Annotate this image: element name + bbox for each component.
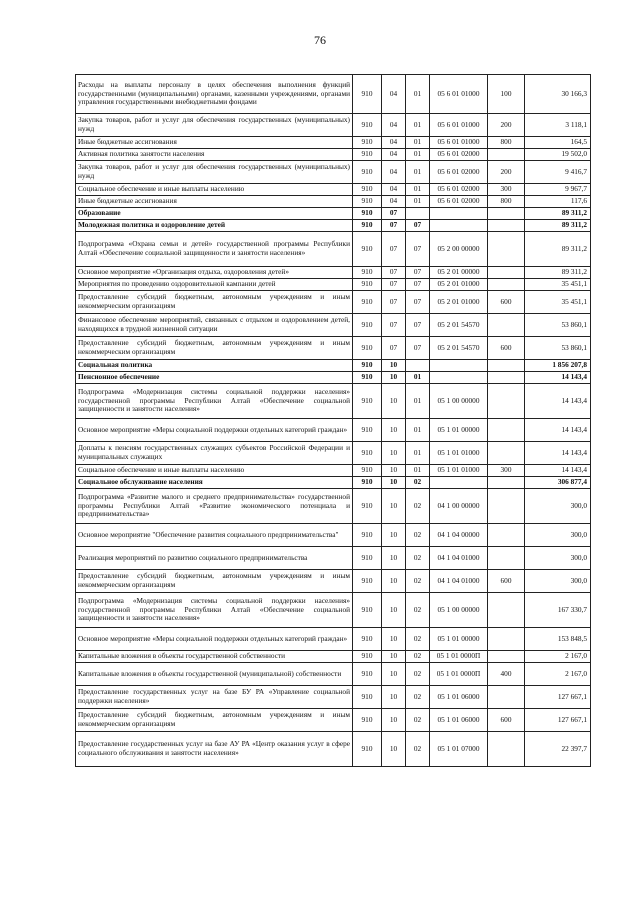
amount-cell: 300,0 [525, 570, 591, 593]
expense-type-cell [488, 372, 525, 384]
amount-cell: 89 311,2 [525, 208, 591, 220]
target-article-cell: 05 6 01 01000 [430, 137, 488, 149]
subsection-code-cell: 02 [406, 489, 430, 524]
section-code-cell: 10 [382, 628, 406, 651]
amount-cell: 14 143,4 [525, 442, 591, 465]
grbs-code-cell: 910 [353, 337, 382, 360]
expense-type-cell [488, 208, 525, 220]
expense-type-cell: 300 [488, 184, 525, 196]
target-article-cell [430, 220, 488, 232]
section-code-cell: 10 [382, 384, 406, 419]
target-article-cell: 05 2 01 01000 [430, 291, 488, 314]
amount-cell: 35 451,1 [525, 279, 591, 291]
target-article-cell: 05 2 00 00000 [430, 232, 488, 267]
row-name-cell: Предоставление государственных услуг на базе БУ РА «Управление социальной поддержки населения» [76, 686, 353, 709]
grbs-code-cell: 910 [353, 232, 382, 267]
target-article-cell: 05 2 01 01000 [430, 279, 488, 291]
expense-type-cell: 200 [488, 114, 525, 137]
subsection-code-cell: 02 [406, 628, 430, 651]
table-row [76, 524, 591, 547]
amount-cell: 19 502,0 [525, 149, 591, 161]
table-row [76, 570, 591, 593]
amount-cell: 153 848,5 [525, 628, 591, 651]
expense-type-cell [488, 279, 525, 291]
grbs-code-cell: 910 [353, 314, 382, 337]
row-name-cell: Капитальные вложения в объекты государственной собственности [76, 651, 353, 663]
amount-cell: 2 167,0 [525, 663, 591, 686]
subsection-code-cell: 07 [406, 337, 430, 360]
row-name-cell: Подпрограмма «Охрана семьи и детей» государственной программы Республики Алтай «Обеспечение социальной защищенности и занятости населения» [76, 232, 353, 267]
row-name-cell: Социальное обслуживание населения [76, 477, 353, 489]
subsection-code-cell: 02 [406, 686, 430, 709]
subsection-code-cell: 02 [406, 547, 430, 570]
row-name-cell: Предоставление субсидий бюджетным, автономным учреждениям и иным некоммерческим организациям [76, 570, 353, 593]
grbs-code-cell: 910 [353, 489, 382, 524]
table-row [76, 419, 591, 442]
row-name-cell: Подпрограмма «Модернизация системы социальной поддержки населения» государственной программы Республики Алтай «Обеспечение социальной защищенности и занятости населения» [76, 593, 353, 628]
table-row [76, 291, 591, 314]
table-row [76, 477, 591, 489]
row-name-cell: Основное мероприятие "Обеспечение развития социального предпринимательства" [76, 524, 353, 547]
section-code-cell: 04 [382, 137, 406, 149]
expense-type-cell: 400 [488, 663, 525, 686]
row-name-cell: Финансовое обеспечение мероприятий, связанных с отдыхом и оздоровлением детей, находящихся в трудной жизненной ситуации [76, 314, 353, 337]
target-article-cell: 04 1 04 01000 [430, 570, 488, 593]
amount-cell: 89 311,2 [525, 232, 591, 267]
expense-type-cell [488, 686, 525, 709]
target-article-cell: 05 6 01 02000 [430, 196, 488, 208]
expense-type-cell [488, 384, 525, 419]
row-name-cell: Социальная политика [76, 360, 353, 372]
target-article-cell: 05 6 01 01000 [430, 75, 488, 114]
amount-cell: 1 856 207,8 [525, 360, 591, 372]
subsection-code-cell: 01 [406, 114, 430, 137]
expense-type-cell: 600 [488, 291, 525, 314]
section-code-cell: 10 [382, 570, 406, 593]
expense-type-cell [488, 232, 525, 267]
grbs-code-cell: 910 [353, 114, 382, 137]
table-row [76, 651, 591, 663]
subsection-code-cell: 01 [406, 419, 430, 442]
section-code-cell: 07 [382, 267, 406, 279]
expense-type-cell [488, 314, 525, 337]
row-name-cell: Основное мероприятие «Меры социальной поддержки отдельных категорий граждан» [76, 628, 353, 651]
target-article-cell: 05 1 01 00000 [430, 419, 488, 442]
grbs-code-cell: 910 [353, 686, 382, 709]
amount-cell: 14 143,4 [525, 465, 591, 477]
section-code-cell: 04 [382, 161, 406, 184]
amount-cell: 300,0 [525, 547, 591, 570]
table-row [76, 384, 591, 419]
section-code-cell: 04 [382, 196, 406, 208]
subsection-code-cell: 01 [406, 465, 430, 477]
section-code-cell: 04 [382, 75, 406, 114]
subsection-code-cell: 02 [406, 570, 430, 593]
row-name-cell: Предоставление субсидий бюджетным, автономным учреждениям и иным некоммерческим организациям [76, 291, 353, 314]
grbs-code-cell: 910 [353, 184, 382, 196]
target-article-cell: 05 1 01 06000 [430, 709, 488, 732]
section-code-cell: 10 [382, 547, 406, 570]
grbs-code-cell: 910 [353, 137, 382, 149]
page-number: 76 [314, 33, 326, 47]
target-article-cell [430, 372, 488, 384]
amount-cell: 9 416,7 [525, 161, 591, 184]
table-row [76, 663, 591, 686]
subsection-code-cell: 01 [406, 75, 430, 114]
grbs-code-cell: 910 [353, 360, 382, 372]
row-name-cell: Закупка товаров, работ и услуг для обеспечения государственных (муниципальных) нужд [76, 161, 353, 184]
subsection-code-cell: 01 [406, 184, 430, 196]
expense-type-cell [488, 547, 525, 570]
target-article-cell: 04 1 04 00000 [430, 524, 488, 547]
target-article-cell: 04 1 00 00000 [430, 489, 488, 524]
table-row [76, 337, 591, 360]
row-name-cell: Предоставление государственных услуг на базе АУ РА «Центр оказания услуг в сфере социального обслуживания и занятости населения» [76, 732, 353, 767]
amount-cell: 53 860,1 [525, 314, 591, 337]
amount-cell: 53 860,1 [525, 337, 591, 360]
row-name-cell: Капитальные вложения в объекты государственной (муниципальной) собственности [76, 663, 353, 686]
row-name-cell: Молодежная политика и оздоровление детей [76, 220, 353, 232]
grbs-code-cell: 910 [353, 372, 382, 384]
table-row [76, 593, 591, 628]
table-row [76, 314, 591, 337]
target-article-cell: 05 1 01 07000 [430, 732, 488, 767]
section-code-cell: 07 [382, 220, 406, 232]
row-name-cell: Основное мероприятие «Организация отдыха, оздоровления детей» [76, 267, 353, 279]
grbs-code-cell: 910 [353, 593, 382, 628]
row-name-cell: Предоставление субсидий бюджетным, автономным учреждениям и иным некоммерческим организациям [76, 337, 353, 360]
table-row [76, 75, 591, 114]
section-code-cell: 10 [382, 524, 406, 547]
section-code-cell: 10 [382, 593, 406, 628]
grbs-code-cell: 910 [353, 75, 382, 114]
row-name-cell: Пенсионное обеспечение [76, 372, 353, 384]
row-name-cell: Активная политика занятости населения [76, 149, 353, 161]
expense-type-cell: 600 [488, 337, 525, 360]
expense-type-cell: 800 [488, 137, 525, 149]
target-article-cell: 05 1 01 0000П [430, 651, 488, 663]
subsection-code-cell: 02 [406, 651, 430, 663]
section-code-cell: 10 [382, 663, 406, 686]
subsection-code-cell: 01 [406, 149, 430, 161]
table-row [76, 232, 591, 267]
subsection-code-cell: 07 [406, 291, 430, 314]
target-article-cell: 05 1 01 06000 [430, 686, 488, 709]
table-row [76, 465, 591, 477]
expense-type-cell [488, 267, 525, 279]
subsection-code-cell: 02 [406, 524, 430, 547]
row-name-cell: Доплаты к пенсиям государственных служащих субъектов Российской Федерации и муниципальных служащих [76, 442, 353, 465]
section-code-cell: 10 [382, 477, 406, 489]
subsection-code-cell: 07 [406, 220, 430, 232]
expense-type-cell: 200 [488, 161, 525, 184]
amount-cell: 89 311,2 [525, 267, 591, 279]
subsection-code-cell: 01 [406, 161, 430, 184]
subsection-code-cell: 01 [406, 442, 430, 465]
row-name-cell: Иные бюджетные ассигнования [76, 137, 353, 149]
table-row [76, 267, 591, 279]
section-code-cell: 10 [382, 709, 406, 732]
row-name-cell: Расходы на выплаты персоналу в целях обеспечения выполнения функций государственными (муниципальными) органами, казенными учреждениями, органами управления государственными внебюджетными фондами [76, 75, 353, 114]
expense-type-cell [488, 220, 525, 232]
section-code-cell: 04 [382, 184, 406, 196]
subsection-code-cell: 01 [406, 196, 430, 208]
grbs-code-cell: 910 [353, 663, 382, 686]
row-name-cell: Закупка товаров, работ и услуг для обеспечения государственных (муниципальных) нужд [76, 114, 353, 137]
target-article-cell: 05 1 01 00000 [430, 628, 488, 651]
section-code-cell: 07 [382, 208, 406, 220]
expense-type-cell [488, 419, 525, 442]
section-code-cell: 10 [382, 442, 406, 465]
amount-cell: 22 397,7 [525, 732, 591, 767]
target-article-cell: 05 1 00 00000 [430, 593, 488, 628]
row-name-cell: Предоставление субсидий бюджетным, автономным учреждениям и иным некоммерческим организациям [76, 709, 353, 732]
row-name-cell: Мероприятия по проведению оздоровительной кампании детей [76, 279, 353, 291]
table-row [76, 161, 591, 184]
section-code-cell: 07 [382, 279, 406, 291]
subsection-code-cell: 07 [406, 279, 430, 291]
amount-cell: 300,0 [525, 489, 591, 524]
row-name-cell: Реализация мероприятий по развитию социального предпринимательства [76, 547, 353, 570]
section-code-cell: 10 [382, 489, 406, 524]
table-row [76, 442, 591, 465]
target-article-cell: 05 6 01 02000 [430, 184, 488, 196]
section-code-cell: 07 [382, 291, 406, 314]
target-article-cell: 05 6 01 02000 [430, 149, 488, 161]
target-article-cell: 04 1 04 01000 [430, 547, 488, 570]
expense-type-cell [488, 732, 525, 767]
row-name-cell: Иные бюджетные ассигнования [76, 196, 353, 208]
grbs-code-cell: 910 [353, 419, 382, 442]
table-row [76, 709, 591, 732]
amount-cell: 30 166,3 [525, 75, 591, 114]
grbs-code-cell: 910 [353, 732, 382, 767]
amount-cell: 14 143,4 [525, 372, 591, 384]
amount-cell: 127 667,1 [525, 686, 591, 709]
amount-cell: 14 143,4 [525, 419, 591, 442]
subsection-code-cell: 01 [406, 137, 430, 149]
amount-cell: 3 118,1 [525, 114, 591, 137]
row-name-cell: Образование [76, 208, 353, 220]
expense-type-cell [488, 360, 525, 372]
target-article-cell: 05 1 00 00000 [430, 384, 488, 419]
target-article-cell [430, 208, 488, 220]
expense-type-cell: 800 [488, 196, 525, 208]
expense-type-cell [488, 149, 525, 161]
row-name-cell: Подпрограмма «Модернизация системы социальной поддержки населения» государственной программы Республики Алтай «Обеспечение социальной защищенности и занятости населения» [76, 384, 353, 419]
table-body [76, 75, 591, 767]
row-name-cell: Социальное обеспечение и иные выплаты населению [76, 465, 353, 477]
target-article-cell: 05 6 01 01000 [430, 114, 488, 137]
subsection-code-cell: 02 [406, 732, 430, 767]
grbs-code-cell: 910 [353, 465, 382, 477]
table-row [76, 196, 591, 208]
section-code-cell: 10 [382, 686, 406, 709]
subsection-code-cell [406, 360, 430, 372]
table-row [76, 628, 591, 651]
row-name-cell: Основное мероприятие «Меры социальной поддержки отдельных категорий граждан» [76, 419, 353, 442]
amount-cell: 117,6 [525, 196, 591, 208]
grbs-code-cell: 910 [353, 279, 382, 291]
section-code-cell: 04 [382, 114, 406, 137]
amount-cell: 127 667,1 [525, 709, 591, 732]
amount-cell: 9 967,7 [525, 184, 591, 196]
amount-cell: 164,5 [525, 137, 591, 149]
expense-type-cell [488, 628, 525, 651]
table-row [76, 137, 591, 149]
target-article-cell [430, 477, 488, 489]
subsection-code-cell: 02 [406, 709, 430, 732]
section-code-cell: 10 [382, 651, 406, 663]
section-code-cell: 10 [382, 732, 406, 767]
subsection-code-cell: 01 [406, 384, 430, 419]
table-row [76, 220, 591, 232]
grbs-code-cell: 910 [353, 149, 382, 161]
grbs-code-cell: 910 [353, 208, 382, 220]
amount-cell: 2 167,0 [525, 651, 591, 663]
section-code-cell: 07 [382, 232, 406, 267]
table-row [76, 489, 591, 524]
grbs-code-cell: 910 [353, 628, 382, 651]
target-article-cell [430, 360, 488, 372]
table-row [76, 184, 591, 196]
budget-table [75, 74, 591, 767]
target-article-cell: 05 1 01 0000П [430, 663, 488, 686]
target-article-cell: 05 1 01 01000 [430, 465, 488, 477]
table-row [76, 208, 591, 220]
grbs-code-cell: 910 [353, 384, 382, 419]
grbs-code-cell: 910 [353, 709, 382, 732]
grbs-code-cell: 910 [353, 524, 382, 547]
grbs-code-cell: 910 [353, 291, 382, 314]
row-name-cell: Подпрограмма «Развитие малого и среднего предпринимательства» государственной программы Республики Алтай «Развитие экономического потенциала и предпринимательства» [76, 489, 353, 524]
amount-cell: 35 451,1 [525, 291, 591, 314]
table-row [76, 114, 591, 137]
amount-cell: 14 143,4 [525, 384, 591, 419]
grbs-code-cell: 910 [353, 196, 382, 208]
table-row [76, 686, 591, 709]
amount-cell: 306 877,4 [525, 477, 591, 489]
subsection-code-cell: 07 [406, 232, 430, 267]
grbs-code-cell: 910 [353, 547, 382, 570]
expense-type-cell: 300 [488, 465, 525, 477]
subsection-code-cell: 02 [406, 477, 430, 489]
expense-type-cell [488, 593, 525, 628]
section-code-cell: 10 [382, 465, 406, 477]
grbs-code-cell: 910 [353, 161, 382, 184]
section-code-cell: 10 [382, 360, 406, 372]
subsection-code-cell [406, 208, 430, 220]
row-name-cell: Социальное обеспечение и иные выплаты населению [76, 184, 353, 196]
subsection-code-cell: 02 [406, 593, 430, 628]
amount-cell: 167 330,7 [525, 593, 591, 628]
expense-type-cell [488, 489, 525, 524]
target-article-cell: 05 1 01 01000 [430, 442, 488, 465]
amount-cell: 300,0 [525, 524, 591, 547]
section-code-cell: 10 [382, 372, 406, 384]
grbs-code-cell: 910 [353, 570, 382, 593]
expense-type-cell [488, 477, 525, 489]
subsection-code-cell: 01 [406, 372, 430, 384]
expense-type-cell [488, 524, 525, 547]
section-code-cell: 07 [382, 337, 406, 360]
expense-type-cell: 100 [488, 75, 525, 114]
expense-type-cell [488, 442, 525, 465]
table-row [76, 149, 591, 161]
expense-type-cell [488, 651, 525, 663]
table-row [76, 732, 591, 767]
grbs-code-cell: 910 [353, 267, 382, 279]
table-row [76, 547, 591, 570]
grbs-code-cell: 910 [353, 442, 382, 465]
table-row [76, 372, 591, 384]
grbs-code-cell: 910 [353, 220, 382, 232]
target-article-cell: 05 2 01 54570 [430, 314, 488, 337]
expense-type-cell: 600 [488, 570, 525, 593]
table-row [76, 360, 591, 372]
table-row [76, 279, 591, 291]
section-code-cell: 07 [382, 314, 406, 337]
amount-cell: 89 311,2 [525, 220, 591, 232]
subsection-code-cell: 02 [406, 663, 430, 686]
section-code-cell: 10 [382, 419, 406, 442]
grbs-code-cell: 910 [353, 651, 382, 663]
subsection-code-cell: 07 [406, 267, 430, 279]
subsection-code-cell: 07 [406, 314, 430, 337]
target-article-cell: 05 6 01 02000 [430, 161, 488, 184]
target-article-cell: 05 2 01 00000 [430, 267, 488, 279]
grbs-code-cell: 910 [353, 477, 382, 489]
section-code-cell: 04 [382, 149, 406, 161]
expense-type-cell: 600 [488, 709, 525, 732]
target-article-cell: 05 2 01 54570 [430, 337, 488, 360]
